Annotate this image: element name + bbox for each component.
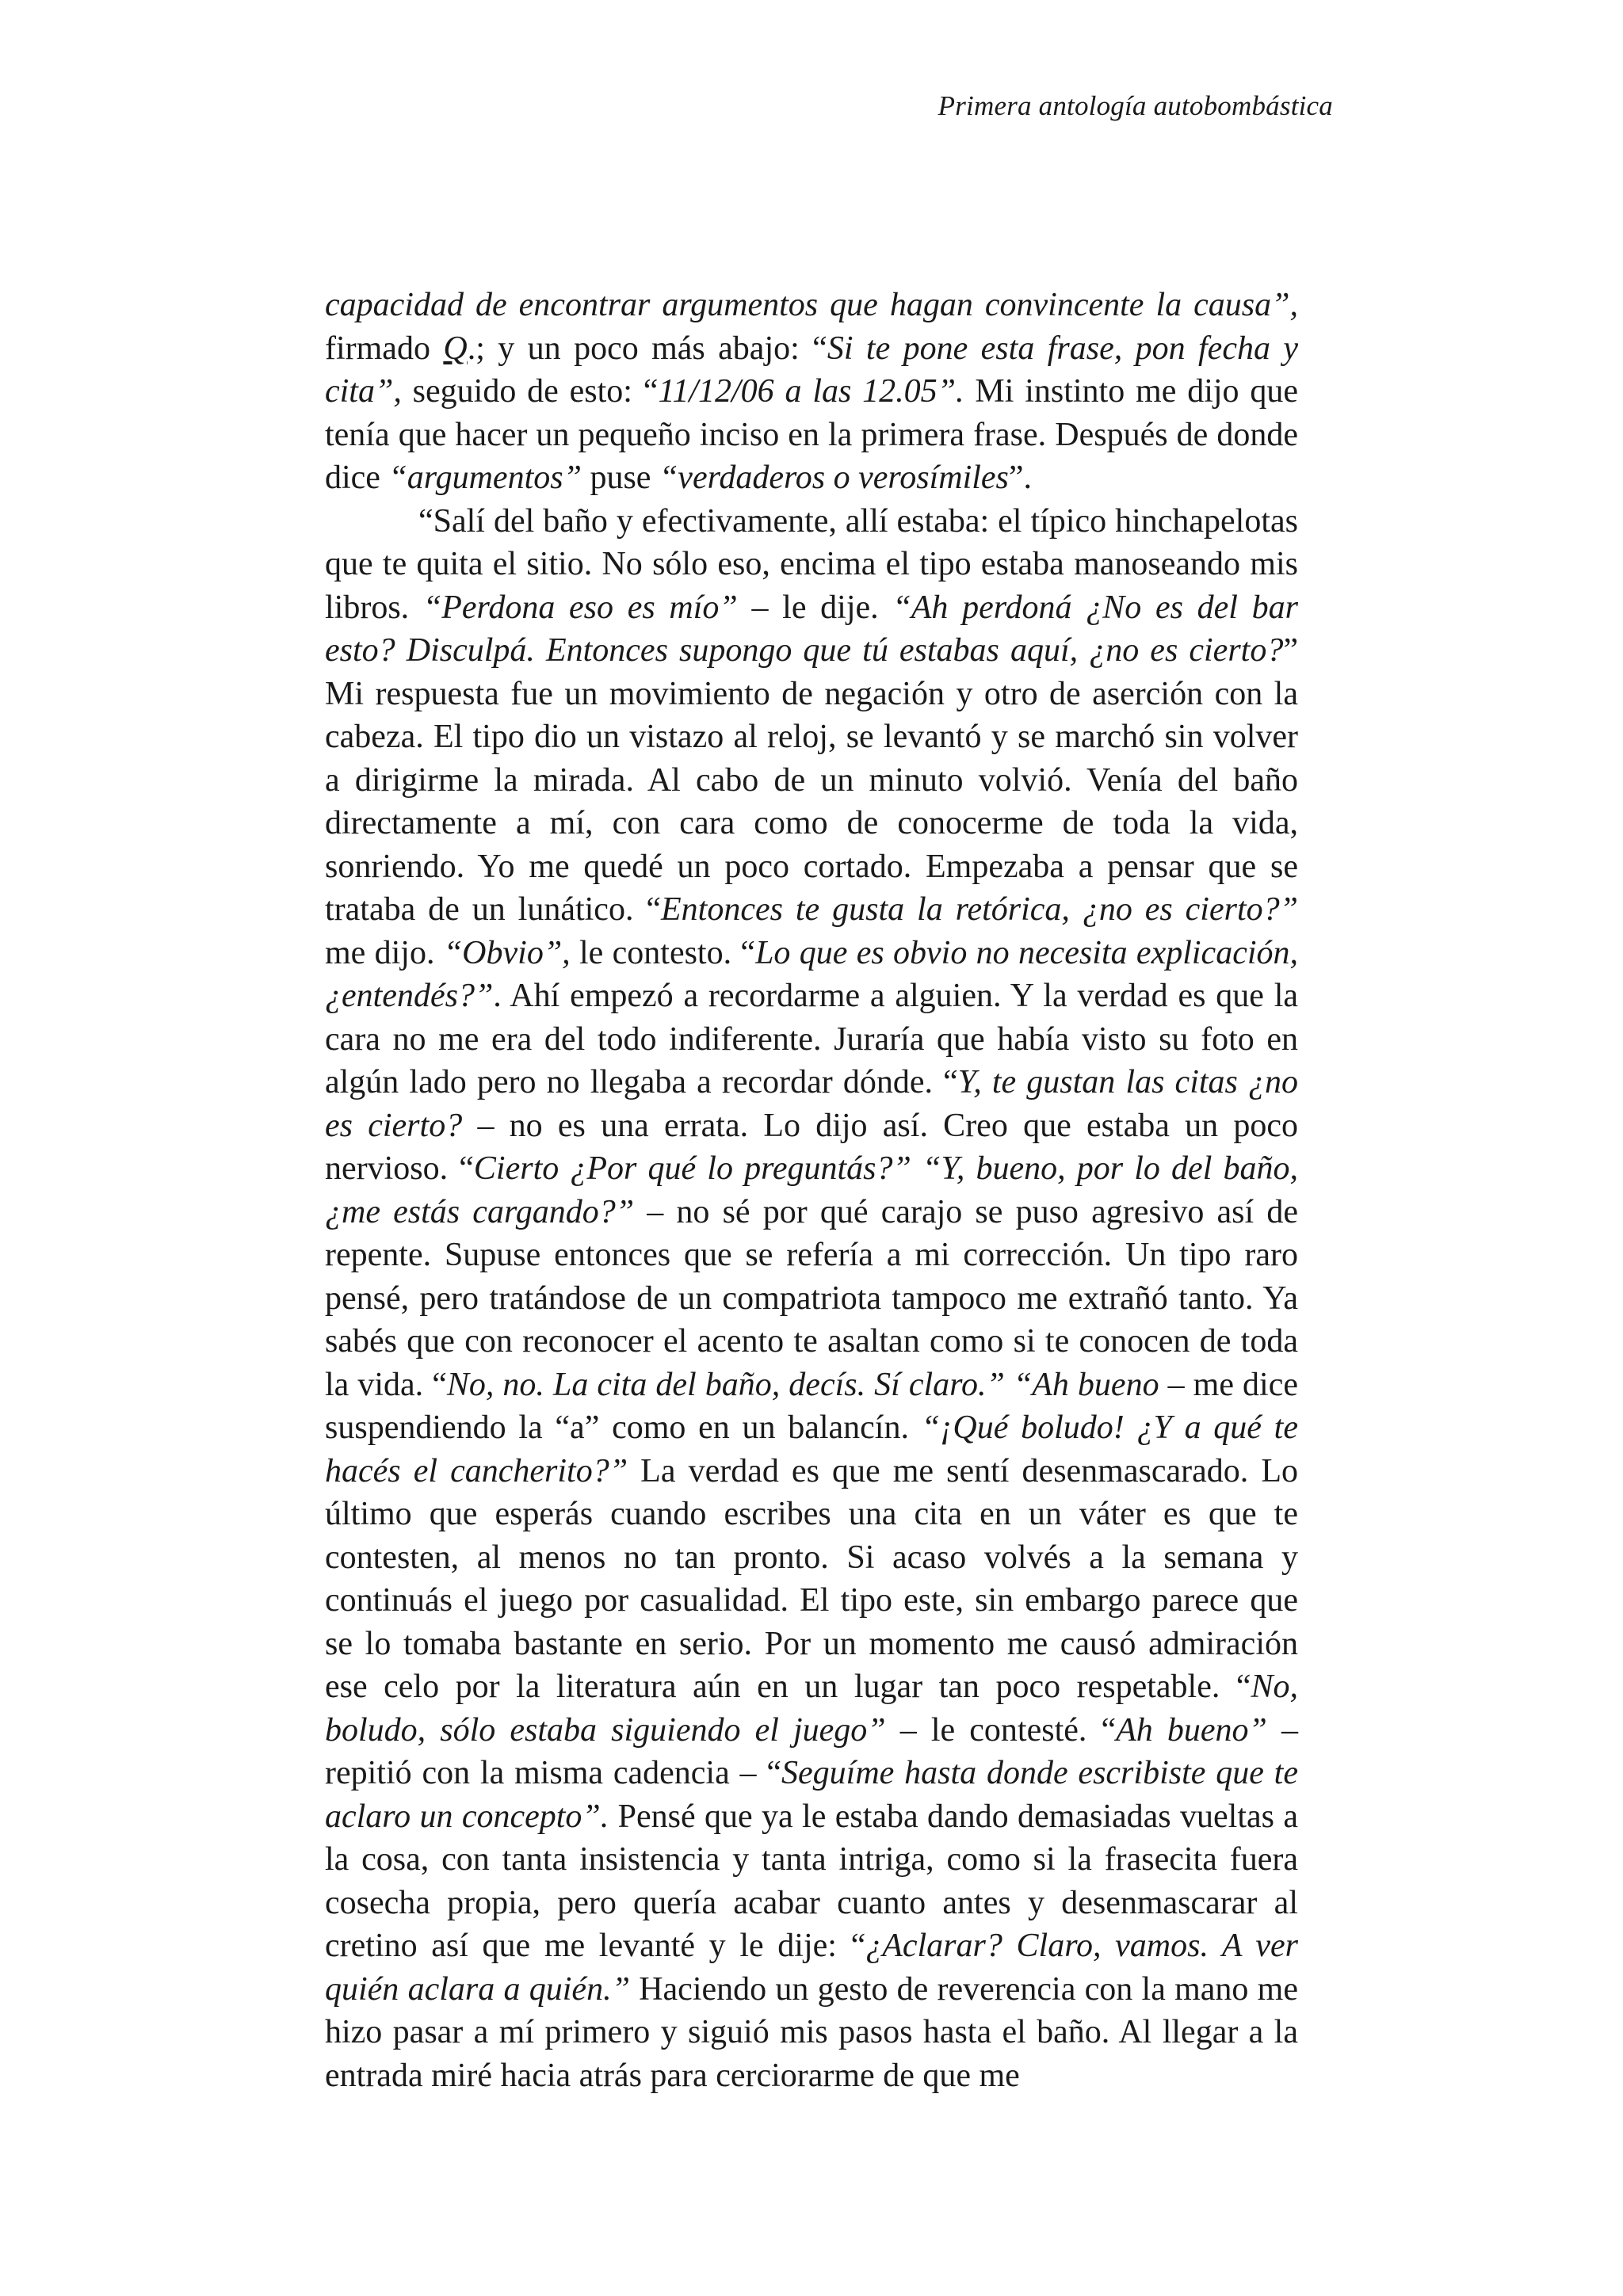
- text-run: – repitió con la misma cadencia – “: [325, 1711, 1298, 1791]
- text-run: Pensé que ya le estaba dando demasiadas vueltas a la cosa, con tanta insistencia y tanta intriga, como si la frasecita fuera cosecha propia, pero quería acabar cuanto antes y desenmascarar al cretino así que me levanté y le dije: “: [325, 1798, 1298, 1964]
- italic-text-run: “Ah perdoná ¿No es del bar esto? Disculpá. Entonces supongo que tú estabas aquí, ¿no es cierto?: [325, 589, 1298, 669]
- text-run: – le dije.: [737, 589, 893, 626]
- text-run: seguido de esto: “: [401, 373, 659, 410]
- italic-text-run: ¿Aclarar? Claro, vamos. A ver quién aclara a quién.”: [325, 1928, 1298, 2008]
- body-text: [325, 284, 1298, 2097]
- italic-text-run: Si te pone esta frase, pon fecha y cita”,: [325, 330, 1299, 410]
- text-run: le contesto. “: [570, 934, 756, 971]
- paragraph-1: [325, 284, 1298, 500]
- text-run: – no es una errata. Lo dijo así. Creo que estaba un poco nervioso. “: [325, 1107, 1298, 1187]
- running-header: Primera antología autobombástica: [938, 90, 1333, 121]
- text-run: firmado: [325, 330, 444, 367]
- italic-text-run: “¡Qué boludo! ¿Y a qué te hacés el cancherito?”: [325, 1409, 1298, 1489]
- text-run: Mi instinto me dijo que tenía que hacer un pequeño inciso en la primera frase. Después de donde dice: [325, 373, 1299, 496]
- text-run: – no sé por qué carajo se puso agresivo así de repente. Supuse entonces que se refería a mi corrección. Un tipo raro pensé, pero tratándose de un compatriota tampoco me extrañó tanto. Ya sabés que con reconocer el acento te asaltan como si te conocen de toda la vida. “: [325, 1193, 1298, 1403]
- italic-text-run: “verdaderos o verosímiles: [659, 460, 1009, 496]
- text-run: ” Mi respuesta fue un movimiento de negación y otro de aserción con la cabeza. El tipo dio un vistazo al reloj, se levantó y se marchó sin volver a dirigirme la mirada. Al cabo de un minuto volvió. Venía del baño directamente a mí, con cara como de conocerme de toda la vida, sonriendo. Yo me quedé un poco cortado. Empezaba a pensar que se trataba de un lunático. “: [325, 632, 1298, 928]
- italic-text-run: No, boludo, sólo estaba siguiendo el juego”: [325, 1669, 1298, 1749]
- italic-text-run: Entonces te gusta la retórica, ¿no es cierto?”: [661, 891, 1298, 928]
- text-run: ”.: [1008, 460, 1033, 496]
- paragraph-2: [325, 500, 1298, 2098]
- italic-text-run: No, no. La cita del baño, decís. Sí claro.” “Ah bueno: [446, 1366, 1159, 1403]
- text-run: – le contesté. “: [885, 1711, 1117, 1749]
- italic-text-run: Ah bueno”: [1116, 1711, 1267, 1749]
- text-run: “Salí del baño y efectivamente, allí estaba: el típico hinchapelotas que te quita el sitio. No sólo eso, encima el tipo estaba manoseando mis libros.: [325, 502, 1298, 626]
- italic-text-run: Seguíme hasta donde escribiste que te aclaro un concepto”.: [325, 1755, 1298, 1835]
- italic-text-run: “Obvio”,: [443, 934, 571, 971]
- italic-text-run: 11/12/06 a las 12.05”.: [658, 373, 964, 410]
- underlined-text-run: Q: [443, 330, 468, 367]
- italic-text-run: capacidad de encontrar argumentos que hagan convincente la causa”,: [325, 287, 1298, 323]
- italic-text-run: “argumentos”: [388, 460, 582, 496]
- text-run: puse: [581, 460, 659, 496]
- italic-text-run: Y, te gustan las citas ¿no es cierto?: [325, 1064, 1298, 1144]
- text-run: – me dice suspendiendo la “a” como en un balancín.: [325, 1366, 1298, 1446]
- text-run: Haciendo un gesto de reverencia con la mano me hizo pasar a mí primero y siguió mis pasos hasta el baño. Al llegar a la entrada miré hacia atrás para cerciorarme de que me: [325, 1970, 1298, 2094]
- italic-text-run: Cierto ¿Por qué lo preguntás?” “Y, bueno, por lo del baño, ¿me estás cargando?”: [325, 1150, 1298, 1230]
- italic-text-run: “Perdona eso es mío”: [422, 589, 738, 626]
- italic-text-run: Lo que es obvio no necesita explicación, ¿entendés?”: [325, 934, 1299, 1014]
- text-run: La verdad es que me sentí desenmascarado. Lo último que esperás cuando escribes una cita en un váter es que te contesten, al menos no tan pronto. Si acaso volvés a la semana y continuás el juego por casualidad. El tipo este, sin embargo parece que se lo tomaba bastante en serio. Por un momento me causó admiración ese celo por la literatura aún en un lugar tan poco respetable. “: [325, 1452, 1298, 1705]
- text-run: .; y un poco más abajo: “: [467, 330, 827, 367]
- text-run: . Ahí empezó a recordarme a alguien. Y la verdad es que la cara no me era del todo indiferente. Juraría que había visto su foto en algún lado pero no llegaba a recordar dónde. “: [325, 978, 1298, 1100]
- text-run: me dijo.: [325, 934, 444, 971]
